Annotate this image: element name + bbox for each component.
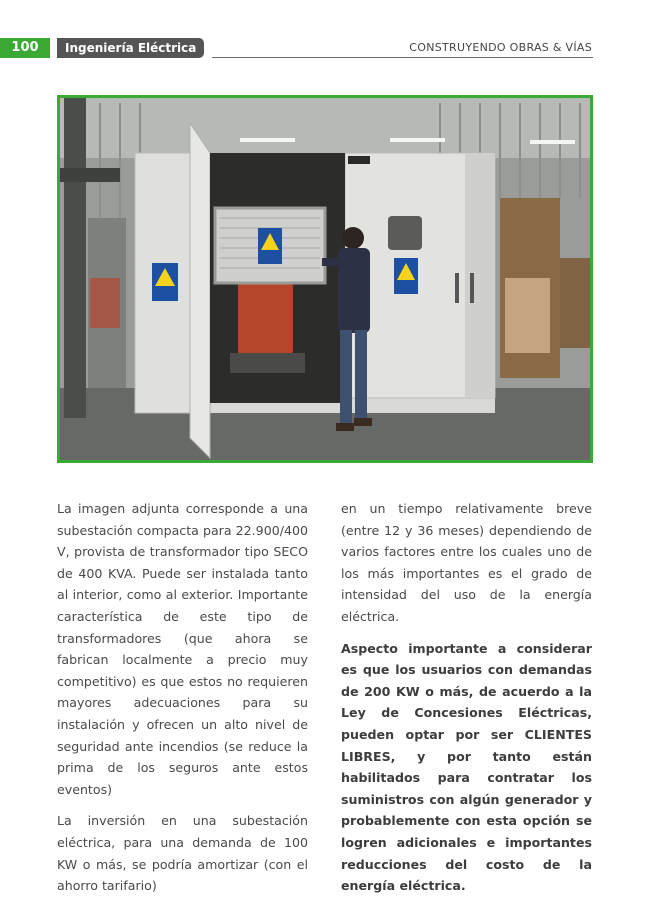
page-header	[0, 36, 650, 60]
running-title: CONSTRUYENDO OBRAS & VÍAS	[409, 41, 592, 54]
right-column	[341, 498, 592, 907]
page-number: 100	[0, 38, 50, 58]
left-column	[57, 498, 308, 907]
substation-photo	[57, 95, 593, 463]
body-paragraph: La inversión en una subestación eléctrica, para una demanda de 100 KW o más, se podría amortizar (con el ahorro tarifario)	[57, 813, 308, 894]
substation-photo-illustration	[60, 98, 590, 460]
section-label: Ingeniería Eléctrica	[57, 38, 204, 58]
body-paragraph: en un tiempo relativamente breve (entre 12 y 36 meses) dependiendo de varios factores entre los cuales uno de los más importantes es el grado de intensidad del uso de la energía eléctrica.	[341, 501, 592, 624]
body-paragraph: La imagen adjunta corresponde a una subestación compacta para 22.900/400 V, provista de transformador tipo SECO de 400 KVA. Puede ser instalada tanto al interior, como al exterior. Importante característica de este tipo de transformadores (que ahora se fabrican localmente a precio muy competitivo) es que estos no requieren mayores adecuaciones para su instalación y ofrecen un alto nivel de seguridad ante incendios (se reduce la prima de los seguros ante estos eventos)	[57, 501, 308, 797]
highlight-paragraph: Aspecto importante a considerar es que los usuarios con demandas de 200 KW o más, de acuerdo a la Ley de Concesiones Eléctricas, pueden optar por ser CLIENTES LIBRES, y por tanto están habilitados para contratar los suministros con algún generador y probablemente con esta opción se logren adicionales e importantes reducciones del costo de la energía eléctrica.	[341, 640, 592, 894]
header-divider	[212, 57, 593, 58]
